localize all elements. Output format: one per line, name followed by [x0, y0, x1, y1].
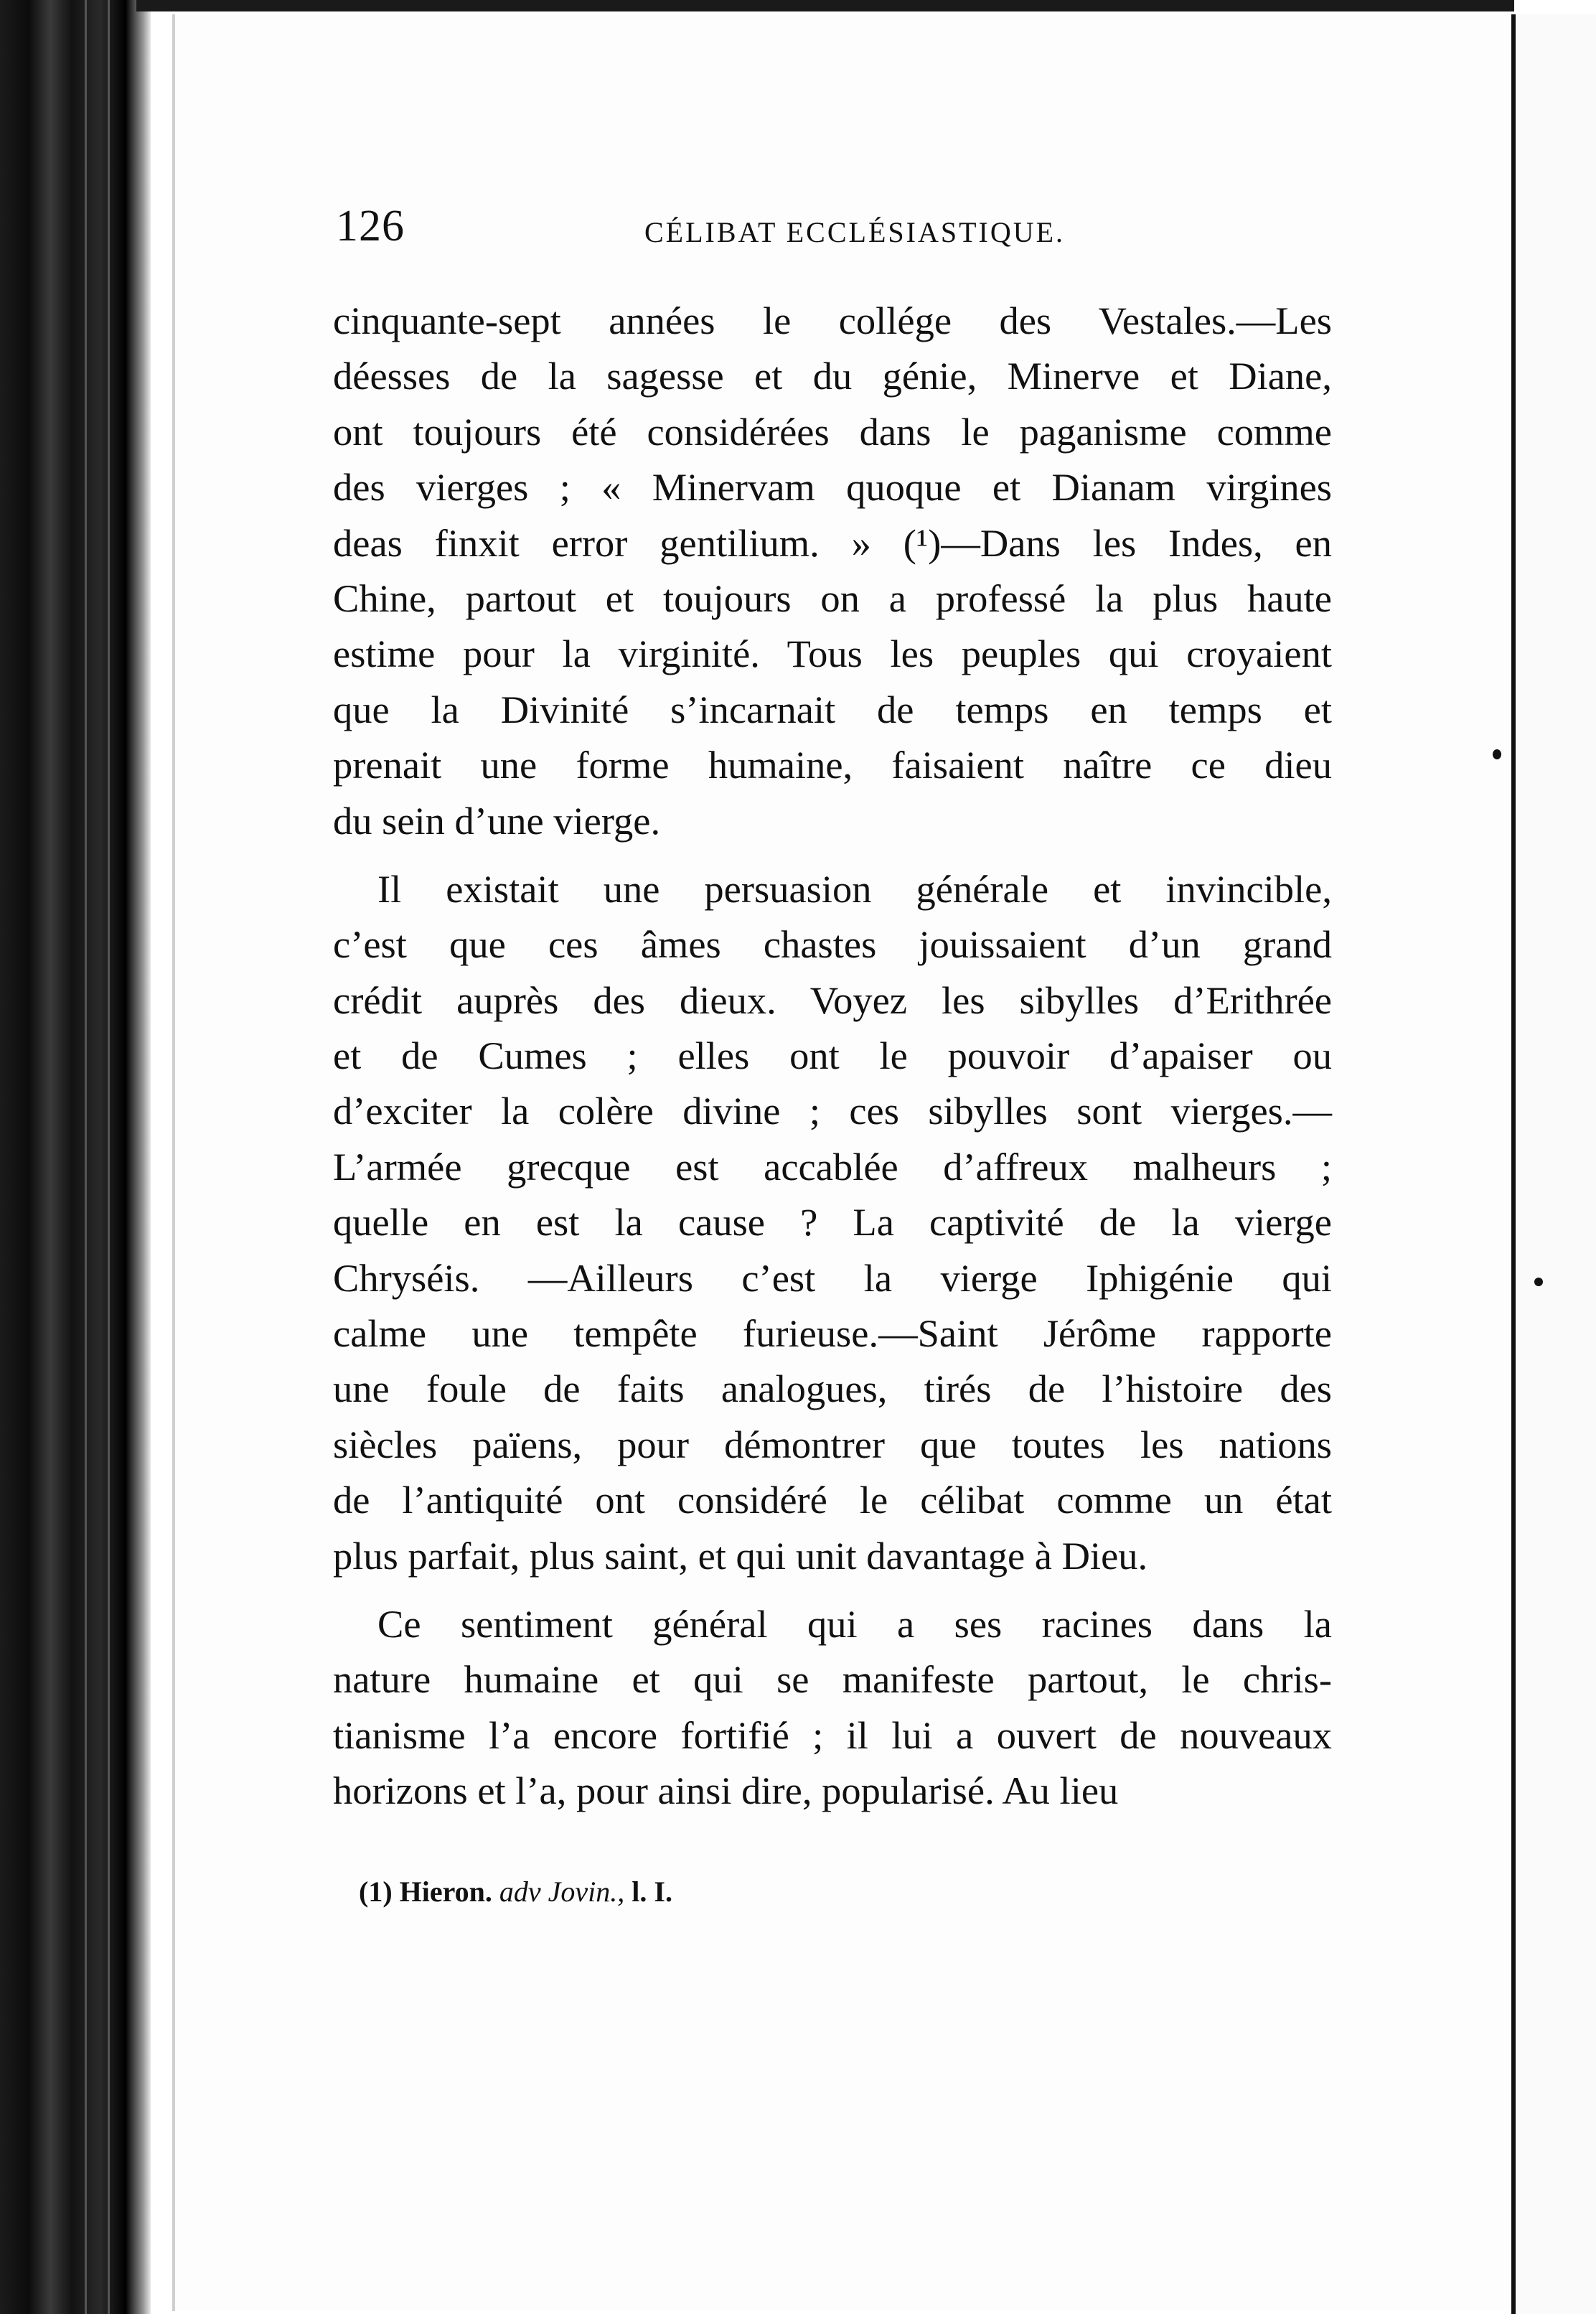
text-line: plus parfait, plus saint, et qui unit davantage à Dieu.	[333, 1533, 1148, 1578]
text-line: L’armée grecque est accablée d’affreux malheurs ;	[333, 1144, 1332, 1189]
paragraph	[333, 1596, 1332, 1819]
scan-speck	[1534, 1278, 1543, 1286]
text-line: prenait une forme humaine, faisaient naître ce dieu	[333, 743, 1332, 787]
footnote-author: Hieron.	[399, 1875, 492, 1908]
text-line: quelle en est la cause ? La captivité de la vierge	[333, 1200, 1332, 1245]
page-stack-line	[85, 0, 87, 2314]
text-line: que la Divinité s’incarnait de temps en temps et	[333, 687, 1332, 731]
text-line: calme une tempête furieuse.—Saint Jérôme rapporte	[333, 1311, 1332, 1356]
text-line: c’est que ces âmes chastes jouissaient d’un grand	[333, 922, 1332, 967]
scan-top-edge	[136, 0, 1514, 11]
running-title: CÉLIBAT ECCLÉSIASTIQUE.	[644, 216, 1066, 248]
footnote-marker: (1)	[359, 1875, 393, 1908]
text-line: Chine, partout et toujours on a professé la plus haute	[333, 576, 1332, 620]
paragraph	[333, 293, 1332, 848]
text-line: de l’antiquité ont considéré le célibat comme un état	[333, 1478, 1332, 1522]
text-line: cinquante-sept années le collége des Vestales.—Les	[333, 299, 1332, 342]
text-line: ont toujours été considérées dans le paganisme comme	[333, 409, 1332, 454]
scan-speck	[1493, 749, 1501, 759]
text-line: Ce sentiment général qui a ses racines dans la	[377, 1601, 1332, 1646]
text-line: crédit auprès des dieux. Voyez les sibylles d’Erithrée	[333, 978, 1332, 1022]
footnote-ref: l. I.	[632, 1875, 672, 1908]
text-line: nature humaine et qui se manifeste partout, le chris-	[333, 1657, 1332, 1702]
text-line: d’exciter la colère divine ; ces sibylles sont vierges.—	[333, 1089, 1332, 1133]
footnote	[359, 1875, 672, 1908]
text-line: deas finxit error gentilium. » (¹)—Dans les Indes, en	[333, 520, 1332, 565]
body-text	[333, 293, 1332, 1819]
text-line: tianisme l’a encore fortifié ; il lui a ouvert de nouveaux	[333, 1713, 1332, 1757]
page-stack-line	[108, 0, 110, 2314]
text-line: une foule de faits analogues, tirés de l’histoire des	[333, 1367, 1332, 1411]
footnote-work: adv Jovin.,	[499, 1875, 625, 1908]
running-head	[336, 201, 1333, 266]
text-line: Il existait une persuasion générale et invincible,	[377, 866, 1332, 911]
text-line: des vierges ; « Minervam quoque et Dianam virgines	[333, 465, 1332, 510]
text-line: déesses de la sagesse et du génie, Minerve et Diane,	[333, 354, 1332, 398]
text-line: siècles païens, pour démontrer que toutes les nations	[333, 1422, 1332, 1466]
facing-page-strip	[1516, 14, 1596, 2314]
text-line: estime pour la virginité. Tous les peuples qui croyaient	[333, 632, 1332, 676]
text-line: horizons et l’a, pour ainsi dire, popularisé. Au lieu	[333, 1769, 1119, 1813]
text-line: du sein d’une vierge.	[333, 798, 661, 843]
book-edge-left	[0, 0, 151, 2314]
text-line: et de Cumes ; elles ont le pouvoir d’apaiser ou	[333, 1034, 1332, 1078]
page-number: 126	[336, 202, 405, 250]
text-line: Chryséis. —Ailleurs c’est la vierge Iphigénie qui	[333, 1255, 1332, 1300]
paragraph	[333, 861, 1332, 1583]
